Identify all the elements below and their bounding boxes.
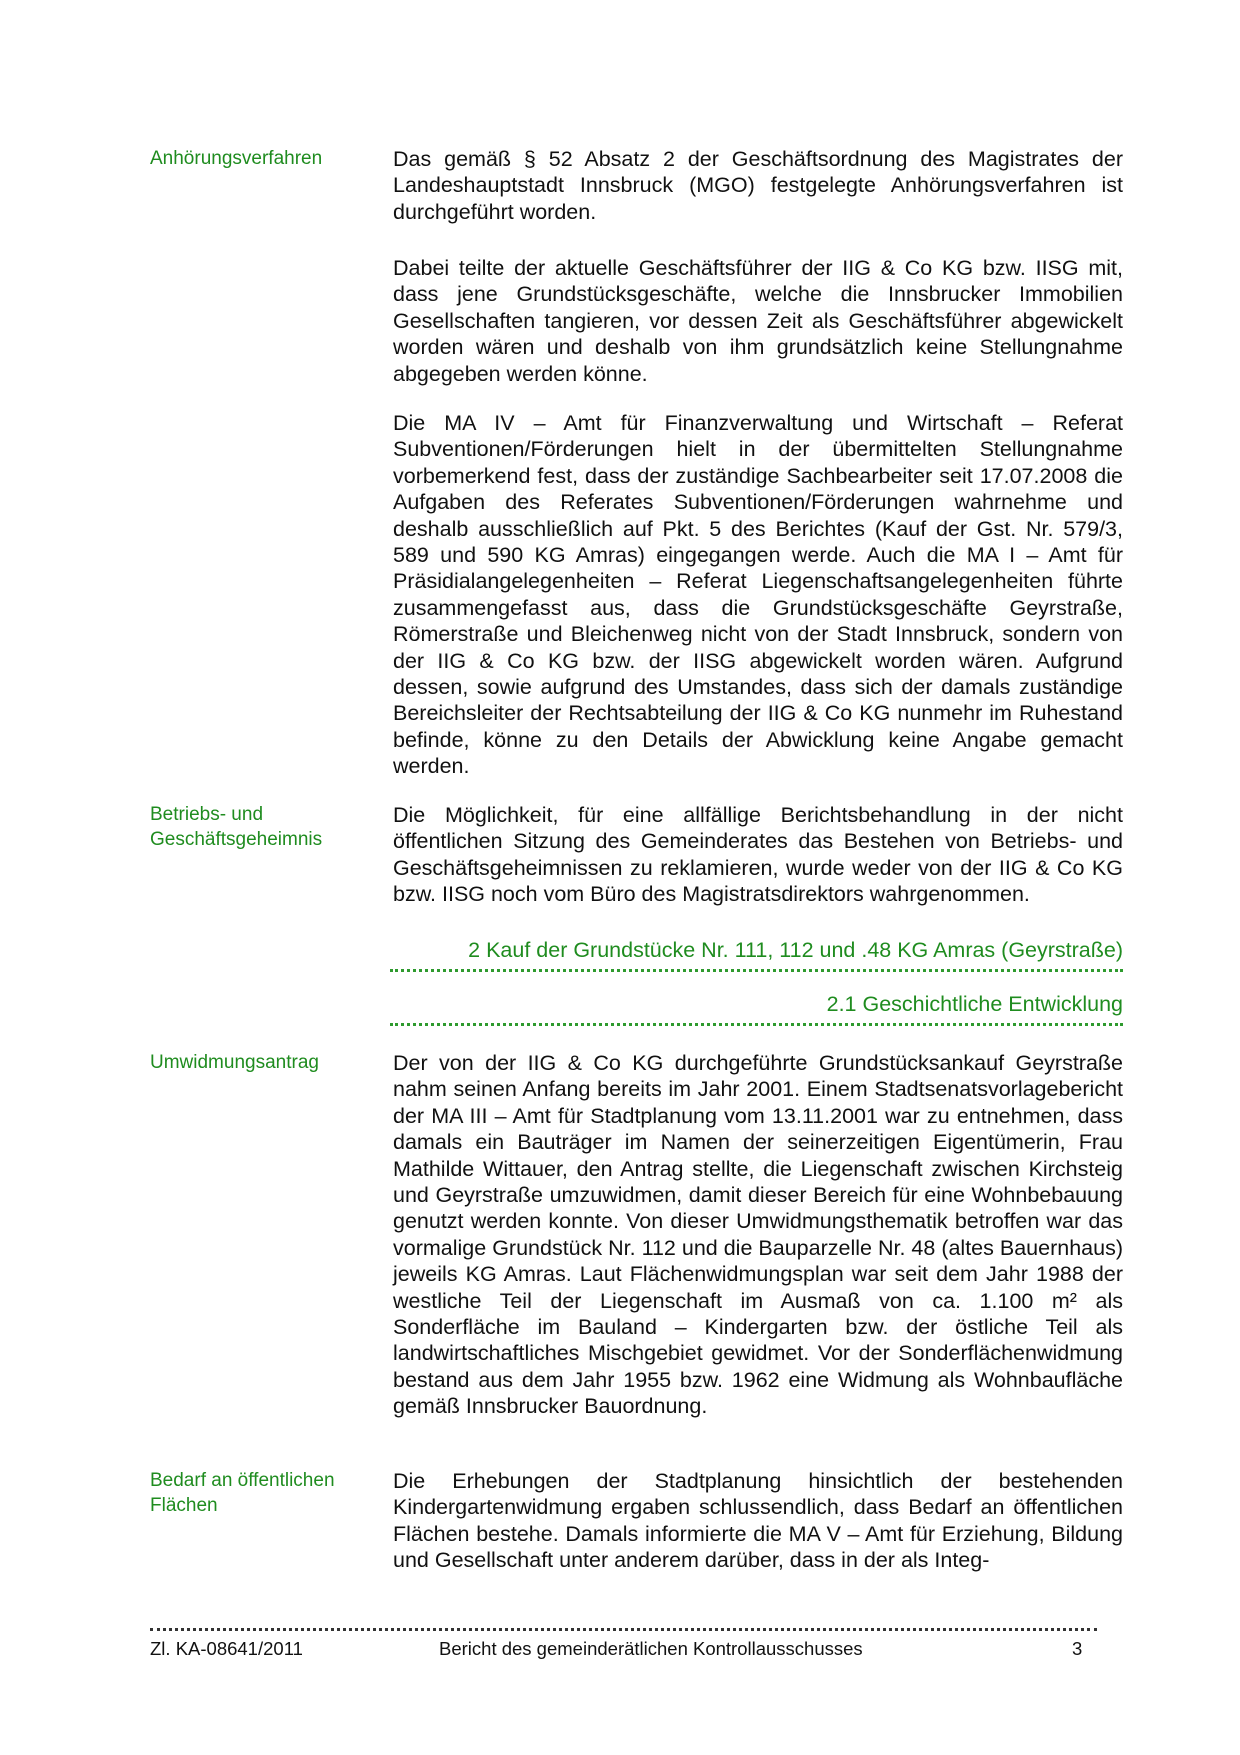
- paragraph-bedarf: Die Erhebungen der Stadtplanung hinsichtlich der bestehenden Kindergartenwidmung ergaben schlussendlich, dass Bedarf an öffentlichen Flächen bestehe. Damals informierte die MA V – Amt für Erziehung, Bildung und Gesellschaft unter anderem darüber, dass in der als Integ-: [393, 1469, 1123, 1573]
- footer-reference: Zl. KA-08641/2011: [150, 1638, 303, 1659]
- margin-label-anhoerungsverfahren: Anhörungsverfahren: [150, 148, 323, 169]
- section-heading-2-1: 2.1 Geschichtliche Entwicklung: [390, 990, 1123, 1026]
- margin-label-line-2: Geschäftsgeheimnis: [150, 829, 323, 850]
- margin-label-line-2: Flächen: [150, 1495, 218, 1516]
- footer-divider: [150, 1628, 1097, 1631]
- footer-title: Bericht des gemeinderätlichen Kontrollausschusses: [439, 1638, 863, 1659]
- margin-label-geschaeftsgeheimnis: [150, 802, 360, 852]
- paragraph-anhoerung-3: Die MA IV – Amt für Finanzverwaltung und Wirtschaft – Referat Subventionen/Förderungen hielt in der übermittelten Stellungnahme vorbemerkend fest, dass der zuständige Sachbearbeiter seit 17.07.2008 die Aufgaben des Referates Subventionen/Förderungen wahrnehme und deshalb ausschließlich auf Pkt. 5 des Berichtes (Kauf der Gst. Nr. 579/3, 589 und 590 KG Amras) eingegangen werde. Auch die MA I – Amt für Präsidialangelegenheiten – Referat Liegenschaftsangelegenheiten führte zusammengefasst aus, dass die Grundstücksgeschäfte Geyrstraße, Römerstraße und Bleichenweg nicht von der Stadt Innsbruck, sondern von der IIG & Co KG bzw. der IISG abgewickelt worden wären. Aufgrund dessen, sowie aufgrund des Umstandes, dass sich der damals zuständige Bereichsleiter der Rechtsabteilung der IIG & Co KG nunmehr im Ruhestand befinde, könne zu den Details der Abwicklung keine Angabe gemacht werden.: [393, 411, 1123, 779]
- margin-label-line-1: Betriebs- und: [150, 804, 264, 825]
- margin-label-bedarf: [150, 1468, 360, 1518]
- page-number: 3: [1072, 1638, 1083, 1659]
- section-heading-2: 2 Kauf der Grundstücke Nr. 111, 112 und .48 KG Amras (Geyrstraße): [390, 936, 1123, 972]
- paragraph-umwidmung: Der von der IIG & Co KG durchgeführte Grundstücksankauf Geyrstraße nahm seinen Anfang bereits im Jahr 2001. Einem Stadtsenatsvorlagebericht der MA III – Amt für Stadtplanung vom 13.11.2001 war zu entnehmen, dass damals ein Bauträger im Namen der seinerzeitigen Eigentümerin, Frau Mathilde Wittauer, den Antrag stellte, die Liegenschaft zwischen Kirchsteig und Geyrstraße umzuwidmen, damit dieser Bereich für eine Wohnbebauung genutzt werden konnte. Von dieser Umwidmungsthematik betroffen war das vormalige Grundstück Nr. 112 und die Bauparzelle Nr. 48 (altes Bauernhaus) jeweils KG Amras. Laut Flächenwidmungsplan war seit dem Jahr 1988 der westliche Teil der Liegenschaft im Ausmaß von ca. 1.100 m² als Sonderfläche im Bauland – Kindergarten bzw. der östliche Teil als landwirtschaftliches Mischgebiet gewidmet. Vor der Sonderflächenwidmung bestand aus dem Jahr 1955 bzw. 1962 eine Widmung als Wohnbaufläche gemäß Innsbrucker Bauordnung.: [393, 1051, 1123, 1419]
- paragraph-anhoerung-2: Dabei teilte der aktuelle Geschäftsführer der IIG & Co KG bzw. IISG mit, dass jene Grundstücksgeschäfte, welche die Innsbrucker Immobilien Gesellschaften tangieren, vor dessen Zeit als Geschäftsführer abgewickelt worden wären und deshalb von ihm grundsätzlich keine Stellungnahme abgegeben werden könne.: [393, 256, 1123, 386]
- paragraph-anhoerung-1: Das gemäß § 52 Absatz 2 der Geschäftsordnung des Magistrates der Landeshauptstadt Innsbruck (MGO) festgelegte Anhörungsverfahren ist durchgeführt worden.: [393, 147, 1123, 224]
- margin-label-line-1: Bedarf an öffentlichen: [150, 1470, 335, 1491]
- paragraph-geheimnis: Die Möglichkeit, für eine allfällige Berichtsbehandlung in der nicht öffentlichen Sitzung des Gemeinderates das Bestehen von Betriebs- und Geschäftsgeheimnissen zu reklamieren, wurde weder von der IIG & Co KG bzw. IISG noch vom Büro des Magistratsdirektors wahrgenommen.: [393, 803, 1123, 907]
- margin-label-umwidmungsantrag: Umwidmungsantrag: [150, 1052, 319, 1073]
